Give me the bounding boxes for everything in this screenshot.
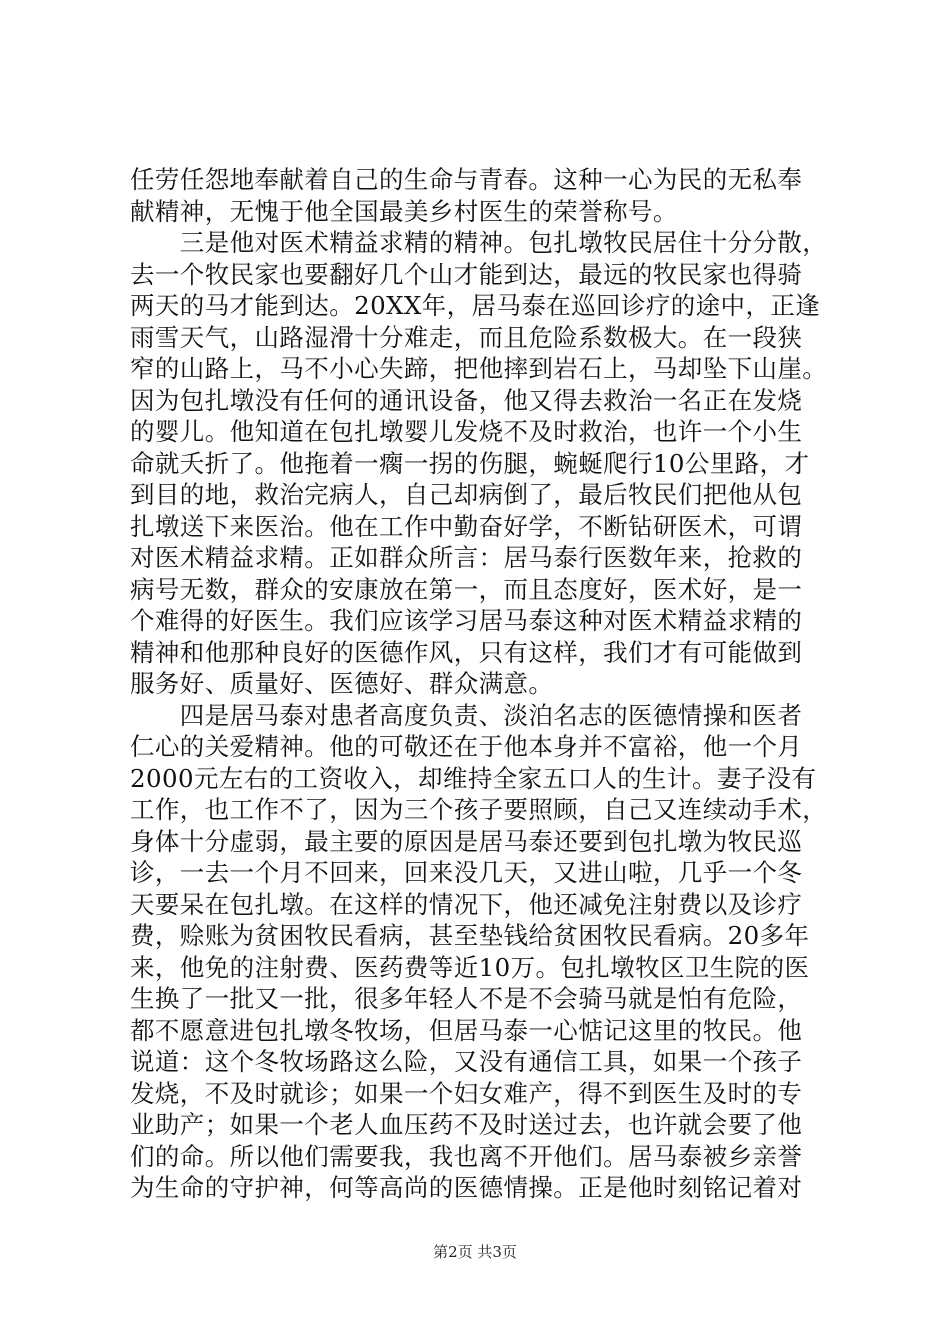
text-line: 扎墩送下来医治。他在工作中勤奋好学，不断钻研医术，可谓 <box>130 511 803 541</box>
text-line: 个难得的好医生。我们应该学习居马泰这种对医术精益求精的 <box>130 606 803 635</box>
text-line: 任劳任怨地奉献着自己的生命与青春。这种一心为民的无私奉 <box>130 165 803 194</box>
text-line: 都不愿意进包扎墩冬牧场，但居马泰一心惦记这里的牧民。他 <box>130 1015 803 1045</box>
text-line: 四是居马泰对患者高度负责、淡泊名志的医德情操和医者 <box>130 700 803 730</box>
text-line: 到目的地，救治完病人，自己却病倒了，最后牧民们把他从包 <box>130 480 803 509</box>
text-line: 病号无数，群众的安康放在第一，而且态度好，医术好，是一 <box>130 574 803 604</box>
text-line: 发烧，不及时就诊；如果一个妇女难产，得不到医生及时的专 <box>130 1078 803 1108</box>
text-line: 来，他免的注射费、医药费等近10万。包扎墩牧区卫生院的医 <box>130 952 810 982</box>
text-line: 三是他对医术精益求精的精神。包扎墩牧民居住十分分散， <box>130 228 828 257</box>
text-line: 2000元左右的工资收入，却维持全家五口人的生计。妻子没有 <box>130 763 817 793</box>
text-line: 为生命的守护神，何等高尚的医德情操。正是他时刻铭记着对 <box>130 1173 803 1202</box>
text-line: 身体十分虚弱，最主要的原因是居马泰还要到包扎墩为牧民巡 <box>130 826 803 856</box>
text-line: 生换了一批又一批，很多年轻人不是不会骑马就是怕有危险， <box>130 984 803 1013</box>
text-line: 仁心的关爱精神。他的可敬还在于他本身并不富裕，他一个月 <box>130 732 803 761</box>
text-line: 窄的山路上，马不小心失蹄，把他摔到岩石上，马却坠下山崖。 <box>130 354 828 383</box>
text-line: 两天的马才能到达。20XX年，居马泰在巡回诊疗的途中，正逢 <box>130 291 821 320</box>
text-line: 献精神，无愧于他全国最美乡村医生的荣誉称号。 <box>130 196 678 226</box>
text-line: 对医术精益求精。正如群众所言：居马泰行医数年来，抢救的 <box>130 543 803 572</box>
text-line: 说道：这个冬牧场路这么险，又没有通信工具，如果一个孩子 <box>130 1047 803 1076</box>
page-footer: 第2页 共3页 <box>433 1243 517 1261</box>
text-line: 雨雪天气，山路湿滑十分难走，而且危险系数极大。在一段狭 <box>130 322 803 352</box>
body-text <box>130 164 830 1204</box>
text-line: 们的命。所以他们需要我，我也离不开他们。居马泰被乡亲誉 <box>130 1141 803 1171</box>
text-line: 业助产；如果一个老人血压药不及时送过去，也许就会要了他 <box>130 1110 803 1139</box>
text-line: 工作，也工作不了，因为三个孩子要照顾，自己又连续动手术， <box>130 795 828 824</box>
text-line: 因为包扎墩没有任何的通讯设备，他又得去救治一名正在发烧 <box>130 385 803 415</box>
text-line: 费，赊账为贫困牧民看病，甚至垫钱给贫困牧民看病。20多年 <box>130 921 810 950</box>
text-line: 精神和他那种良好的医德作风，只有这样，我们才有可能做到 <box>130 637 803 667</box>
text-line: 去一个牧民家也要翻好几个山才能到达，最远的牧民家也得骑 <box>130 259 803 289</box>
text-line: 天要呆在包扎墩。在这样的情况下，他还减免注射费以及诊疗 <box>130 889 803 919</box>
text-line: 服务好、质量好、医德好、群众满意。 <box>130 669 554 698</box>
text-line: 诊，一去一个月不回来，回来没几天，又进山啦，几乎一个冬 <box>130 858 803 887</box>
text-line: 命就夭折了。他拖着一瘸一拐的伤腿，蜿蜒爬行10公里路，才 <box>130 448 810 478</box>
text-line: 的婴儿。他知道在包扎墩婴儿发烧不及时救治，也许一个小生 <box>130 417 803 446</box>
